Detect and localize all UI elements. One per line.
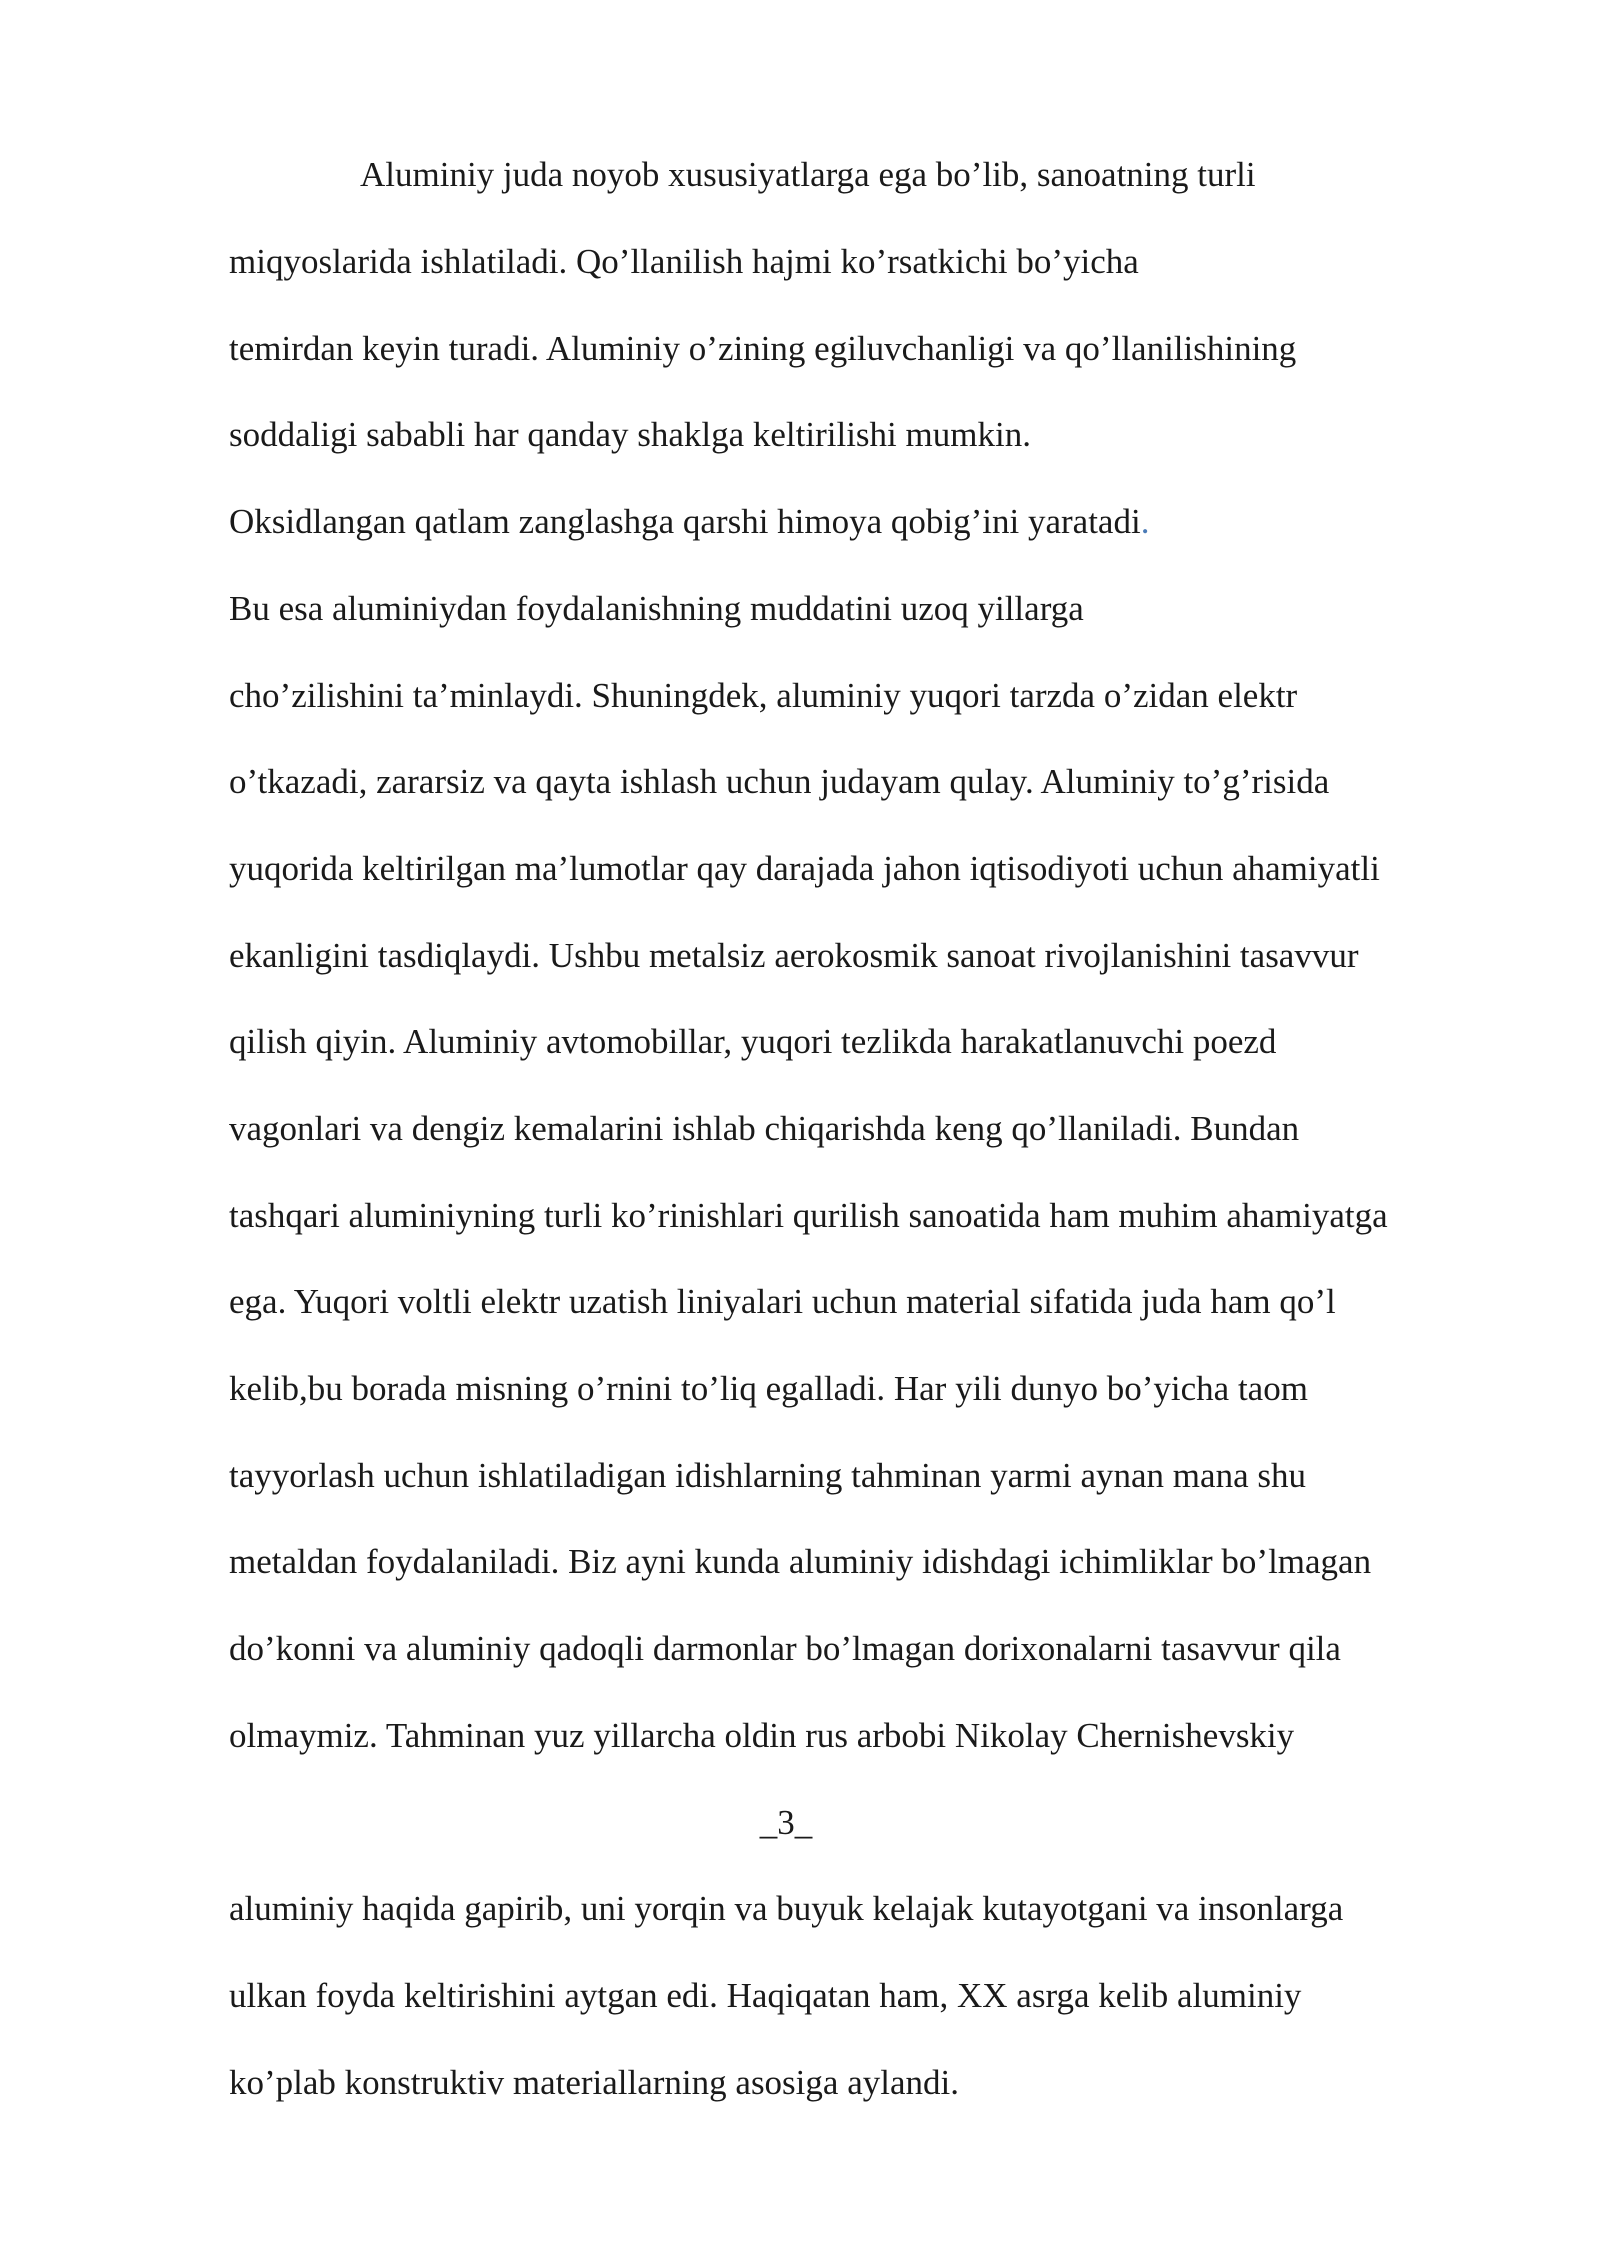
paragraph-line: tayyorlash uchun ishlatiladigan idishlarning tahminan yarmi aynan mana shu (229, 1456, 1306, 1495)
paragraph-line: ekanligini tasdiqlaydi. Ushbu metalsiz aerokosmik sanoat rivojlanishini tasavvur (229, 936, 1359, 975)
paragraph-line: kelib,bu borada misning o’rnini to’liq egalladi. Har yili dunyo bo’yicha taom (229, 1369, 1308, 1408)
sentence-period: . (1140, 502, 1150, 541)
paragraph-line: Aluminiy juda noyob xususiyatlarga ega bo’lib, sanoatning turli (360, 155, 1256, 194)
paragraph-line: yuqorida keltirilgan ma’lumotlar qay darajada jahon iqtisodiyoti uchun ahamiyatli (229, 849, 1380, 888)
paragraph-line: miqyoslarida ishlatiladi. Qo’llanilish hajmi ko’rsatkichi bo’yicha (229, 242, 1139, 281)
paragraph-line: vagonlari va dengiz kemalarini ishlab chiqarishda keng qo’llaniladi. Bundan (229, 1109, 1300, 1148)
paragraph-line: qilish qiyin. Aluminiy avtomobillar, yuqori tezlikda harakatlanuvchi poezd (229, 1022, 1277, 1061)
paragraph-line: tashqari aluminiyning turli ko’rinishlari qurilish sanoatida ham muhim ahamiyatga (229, 1196, 1388, 1235)
paragraph-line: do’konni va aluminiy qadoqli darmonlar bo’lmagan dorixonalarni tasavvur qila (229, 1629, 1341, 1668)
paragraph-line: olmaymiz. Tahminan yuz yillarcha oldin rus arbobi Nikolay Chernishevskiy (229, 1716, 1295, 1755)
paragraph-line: soddaligi sababli har qanday shaklga keltirilishi mumkin. (229, 415, 1031, 454)
paragraph-line: o’tkazadi, zararsiz va qayta ishlash uchun judayam qulay. Aluminiy to’g’risida (229, 762, 1330, 801)
continuation-line: aluminiy haqida gapirib, uni yorqin va buyuk kelajak kutayotgani va insonlarga (229, 1889, 1344, 1928)
paragraph-line: cho’zilishini ta’minlaydi. Shuningdek, aluminiy yuqori tarzda o’zidan elektr (229, 676, 1298, 715)
continuation-line: ulkan foyda keltirishini aytgan edi. Haqiqatan ham, XX asrga kelib aluminiy (229, 1976, 1302, 2015)
paragraph-line: ega. Yuqori voltli elektr uzatish liniyalari uchun material sifatida juda ham qo’l (229, 1282, 1336, 1321)
continuation-line: ko’plab konstruktiv materiallarning asosiga aylandi. (229, 2063, 959, 2102)
page-number: _3_ (759, 1803, 813, 1842)
paragraph-line-text: Oksidlangan qatlam zanglashga qarshi himoya qobig’ini yaratadi (229, 502, 1141, 541)
paragraph-line: metaldan foydalaniladi. Biz ayni kunda aluminiy idishdagi ichimliklar bo’lmagan (229, 1542, 1372, 1581)
paragraph-line: Bu esa aluminiydan foydalanishning muddatini uzoq yillarga (229, 589, 1084, 628)
paragraph-line (229, 500, 1149, 544)
paragraph-line: temirdan keyin turadi. Aluminiy o’zining egiluvchanligi va qo’llanilishining (229, 329, 1297, 368)
